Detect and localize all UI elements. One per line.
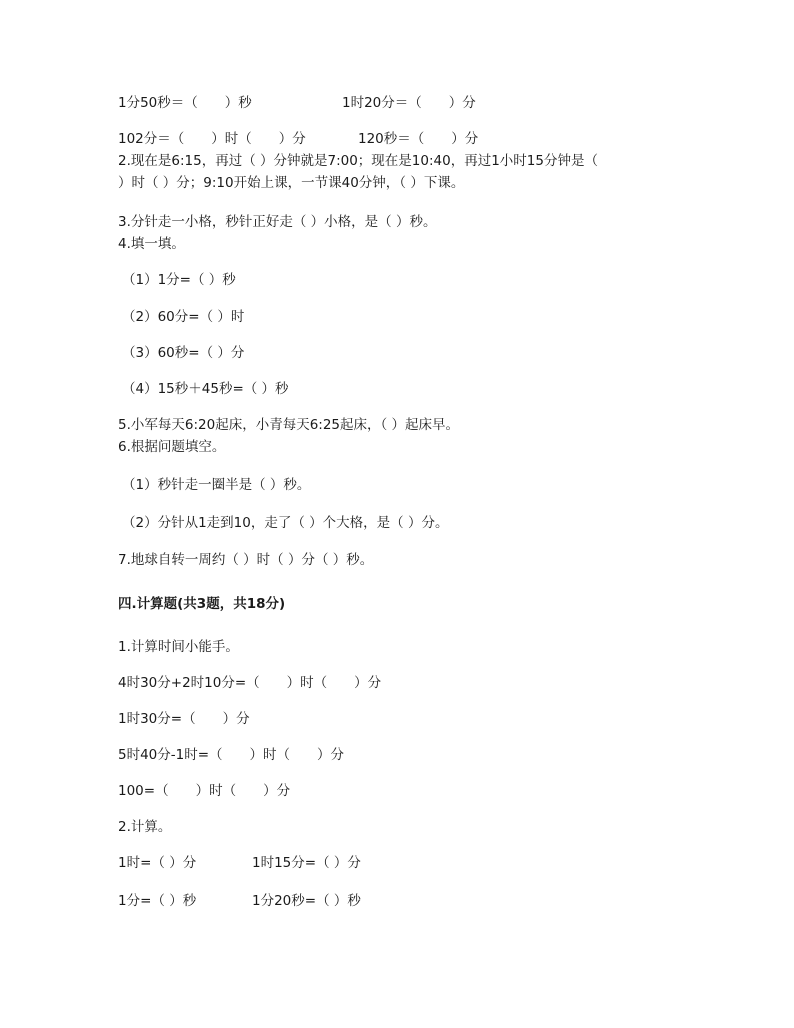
fill-blank-102: 102分＝（ ）时（ ）分 <box>118 131 306 147</box>
question-4-item-3: （3）60秒=（ ）分 <box>122 345 245 361</box>
question-4-item-2: （2）60分=（ ）时 <box>122 309 245 325</box>
calc-1-item-3: 5时40分-1时=（ ）时（ ）分 <box>118 747 345 763</box>
calc-2-item-2a: 1分=（ ）秒 <box>118 893 197 909</box>
question-3: 3.分针走一小格，秒针正好走（ ）小格，是（ ）秒。 <box>118 214 437 230</box>
calc-1-item-1: 4时30分+2时10分=（ ）时（ ）分 <box>118 675 382 691</box>
question-5: 5.小军每天6:20起床，小青每天6:25起床，（ ）起床早。 <box>118 417 460 433</box>
question-6-item-1: （1）秒针走一圈半是（ ）秒。 <box>122 477 311 493</box>
question-4: 4.填一填。 <box>118 236 185 252</box>
calc-2-item-1b: 1时15分=（ ）分 <box>252 855 361 871</box>
question-6: 6.根据问题填空。 <box>118 439 226 455</box>
calc-2-title: 2.计算。 <box>118 819 172 835</box>
calc-2-item-1a: 1时=（ ）分 <box>118 855 197 871</box>
section-4-heading: 四.计算题(共3题，共18分) <box>118 596 286 612</box>
question-6-item-2: （2）分针从1走到10，走了（ ）个大格，是（ ）分。 <box>122 515 449 531</box>
question-4-item-4: （4）15秒＋45秒=（ ）秒 <box>122 381 289 397</box>
question-2-line-2: ）时（ ）分；9:10开始上课，一节课40分钟，（ ）下课。 <box>118 175 465 191</box>
calc-2-item-2b: 1分20秒=（ ）秒 <box>252 893 361 909</box>
fill-blank-1-20: 1时20分＝（ ）分 <box>342 95 476 111</box>
question-2-line-1: 2.现在是6:15，再过（ ）分钟就是7:00；现在是10:40，再过1小时15分钟是（ <box>118 153 598 169</box>
question-4-item-1: （1）1分=（ ）秒 <box>122 272 236 288</box>
calc-1-title: 1.计算时间小能手。 <box>118 639 239 655</box>
fill-blank-120: 120秒＝（ ）分 <box>358 131 479 147</box>
fill-blank-1-50: 1分50秒＝（ ）秒 <box>118 95 252 111</box>
question-7: 7.地球自转一周约（ ）时（ ）分（ ）秒。 <box>118 552 374 568</box>
calc-1-item-4: 100=（ ）时（ ）分 <box>118 783 291 799</box>
calc-1-item-2: 1时30分=（ ）分 <box>118 711 250 727</box>
